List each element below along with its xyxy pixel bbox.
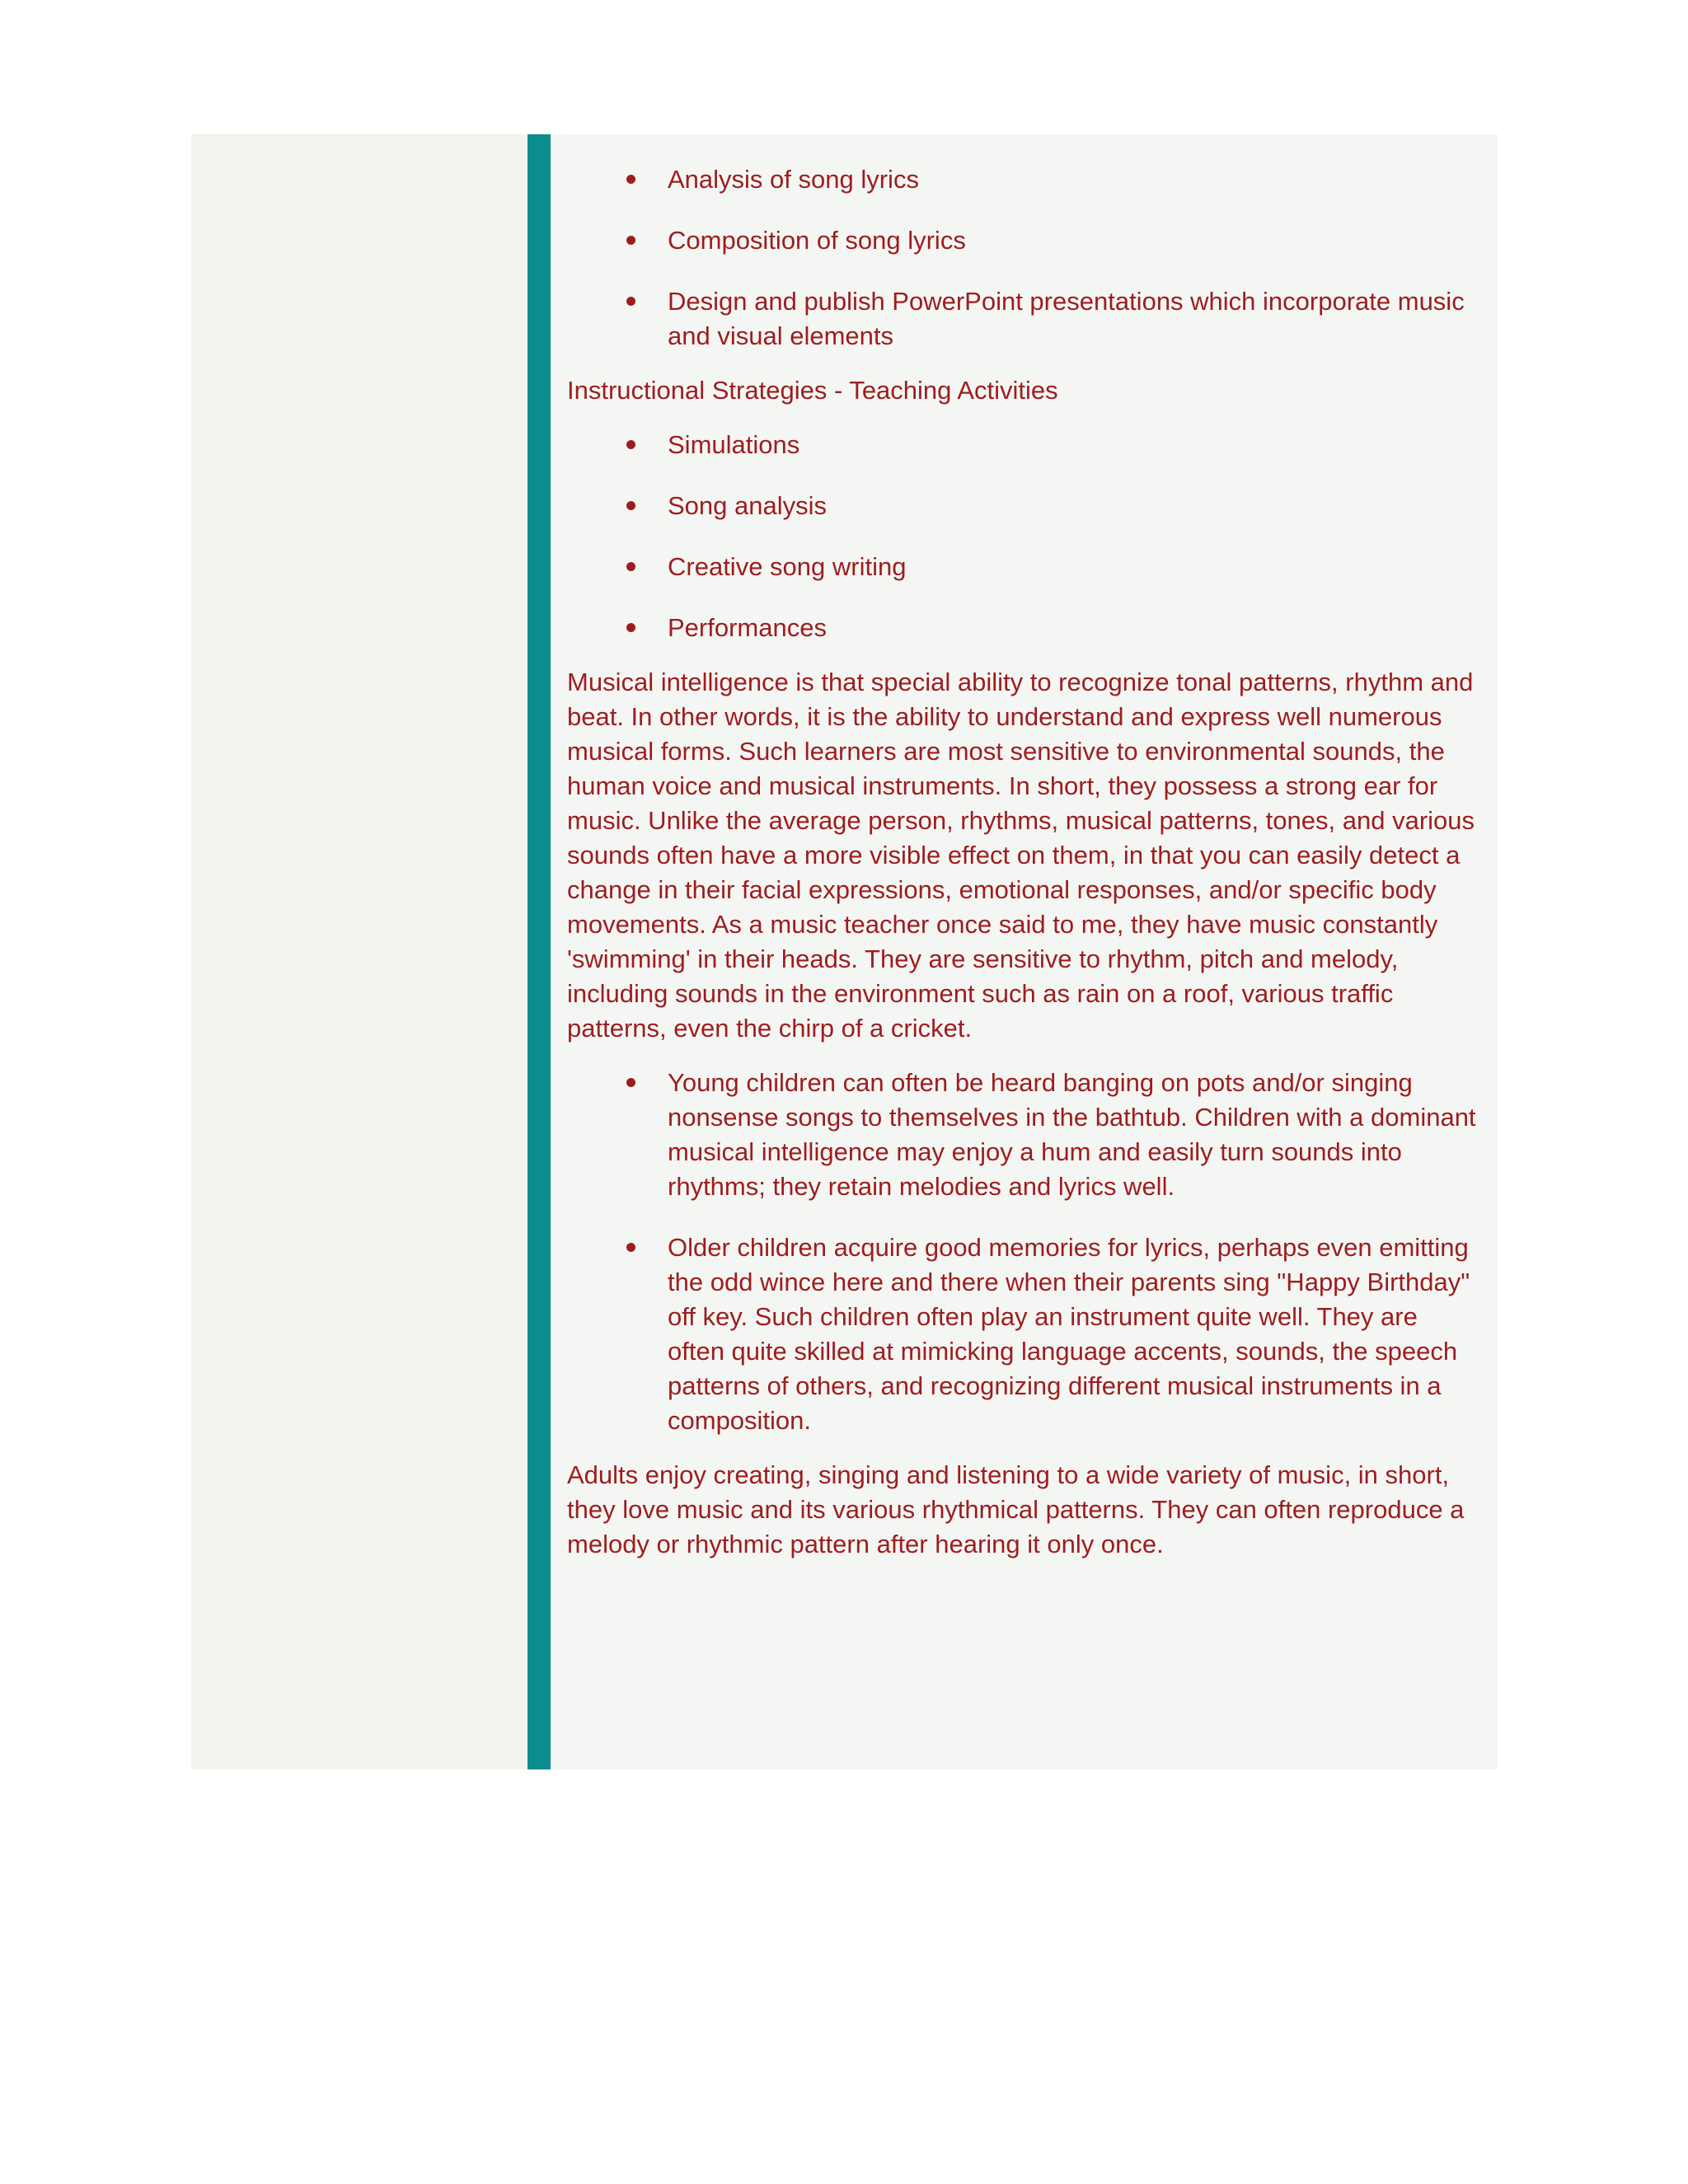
musical-intelligence-paragraph: Musical intelligence is that special ability to recognize tonal patterns, rhythm and beat. In other words, it is the ability to understand and express well numerous musical forms. Such learners are most sensitive to environmental sounds, the human voice and musical instruments. In short, they possess a strong ear for music. Unlike the average person, rhythms, musical patterns, tones, and various sounds often have a more visible effect on them, in that you can easily detect a change in their facial expressions, emotional responses, and/or specific body movements. As a music teacher once said to me, they have music constantly 'swimming' in their heads. They are sensitive to rhythm, pitch and melody, including sounds in the environment such as rain on a roof, various traffic patterns, even the chirp of a cricket. [567,668,1475,1043]
bullet-icon [626,1078,635,1087]
document-body [191,134,1498,1769]
bullet-icon [626,440,635,449]
teaching-activities-list [567,428,1476,645]
bullet-icon [626,297,635,306]
list-item [567,489,1476,523]
list-item [567,1066,1476,1204]
examples-list [567,1066,1476,1438]
list-item-text: Simulations [668,430,800,459]
bullet-icon [626,562,635,571]
list-item [567,1230,1476,1438]
list-item [567,611,1476,645]
bullet-icon [626,1243,635,1252]
list-item-text: Design and publish PowerPoint presentations which incorporate music and visual elements [668,287,1465,350]
bullet-icon [626,623,635,632]
list-item [567,550,1476,584]
list-item-text: Analysis of song lyrics [668,165,919,194]
bullet-icon [626,236,635,245]
list-item-text: Performances [668,613,827,642]
list-item [567,223,1476,258]
accent-divider-bar [528,134,551,1769]
list-item-text: Creative song writing [668,552,907,581]
list-item-text: Young children can often be heard banging on pots and/or singing nonsense songs to themselves in the bathtub. Children with a dominant musical intelligence may enjoy a hum and easily turn sounds into rhythms; they retain melodies and lyrics well. [668,1068,1476,1201]
list-item [567,162,1476,197]
adults-paragraph: Adults enjoy creating, singing and listening to a wide variety of music, in short, they love music and its various rhythmical patterns. They can often reproduce a melody or rhythmic pattern after hearing it only once. [567,1460,1465,1558]
bullet-icon [626,501,635,510]
technology-activities-list [567,162,1476,354]
list-item [567,284,1476,354]
section-heading: Instructional Strategies - Teaching Activities [567,376,1058,405]
bullet-icon [626,175,635,184]
left-margin-panel [191,134,528,1769]
list-item [567,428,1476,462]
list-item-text: Song analysis [668,491,828,520]
list-item-text: Older children acquire good memories for lyrics, perhaps even emitting the odd wince here and there when their parents sing "Happy Birthday" off key. Such children often play an instrument quite well. They are often quite skilled at mimicking language accents, sounds, the speech patterns of others, and recognizing different musical instruments in a composition. [668,1233,1470,1435]
content-column [551,134,1498,1769]
list-item-text: Composition of song lyrics [668,226,966,255]
